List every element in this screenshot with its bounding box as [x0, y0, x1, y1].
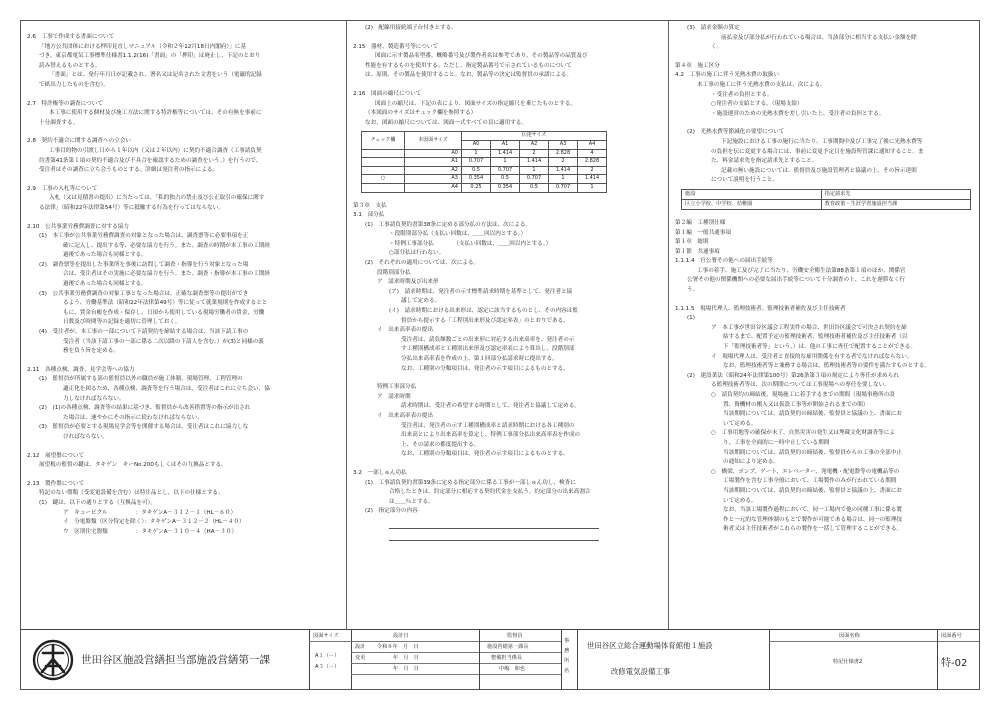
spec-line: ・段階別部分払（支払い回数は、＿＿回以内とする。） — [389, 231, 527, 238]
drawing-size-a3: A３（－） — [315, 664, 340, 670]
spec-line: 出来高とにより出来高率を算定し、特例工事部分払出来高率表を作成の — [401, 432, 581, 439]
spec-line: ・施設運営のための光熱水費を差し引いた上、受注者の負担とする。 — [711, 110, 885, 117]
spec-line: 約書第41条第１項の契約不適合及び不具合を確認するための調査をいう。）を行うので、 — [39, 157, 262, 164]
spec-line: は、原則、その製品を使用すること。なお、製品等の決定は監督員の承諾による。 — [365, 72, 572, 79]
scale-size-cell: A3 — [405, 175, 462, 184]
scale-value-cell: 0.707 — [520, 175, 549, 184]
spec-line: 2.13 製作盤について — [27, 480, 85, 487]
scale-value-cell: 0.5 — [462, 166, 491, 175]
spec-line: (2) 光熱水費等節減化の要望について — [687, 129, 785, 136]
spec-line: 請求時期は、受注者の希望する時期として、発注者と協議して定める。 — [401, 403, 580, 410]
spec-line: 下「監理技術者等」という。）は、他の工事に専任で配置することができる。 — [723, 344, 916, 351]
spec-line: ・特例工事部分払 （支払い回数は、＿＿回以内とする。） — [389, 240, 552, 247]
spec-line: なお、当該工場製作過程において、同一工場内で他の同種工事に係る製 — [723, 507, 902, 514]
spec-line: 2.11 各種点検、調査、見学会等への協力 — [27, 366, 135, 373]
scale-value-cell: 1 — [491, 158, 520, 167]
column-1-lines — [27, 33, 340, 537]
spec-line: 過後であった場合も同様とする。 — [63, 252, 147, 259]
scale-col: A2 — [520, 140, 549, 149]
spec-line: 2.15 器材、製造番号等について — [353, 43, 439, 50]
spec-line: 下記施設における工事の施行に当たり、工事期間中及び工事完了後に光熱水費等 — [721, 138, 923, 145]
spec-line: るよう、労働基準法（昭和22年法律第49号）等に従って就業規則を作成するとと — [63, 300, 268, 307]
spec-line: の負担を伝に変更する場合には、事前に変更予定日を施設所管課に通知すること。ま — [711, 148, 924, 155]
scale-col: A0 — [462, 140, 491, 149]
scale-value-cell: 0.5 — [491, 175, 520, 184]
spec-line: 読み替えるものとする。 — [39, 62, 101, 69]
scale-row — [362, 175, 607, 184]
spec-line: 分払出来高率表を作成の上、第１回部分払請求時に提出する。 — [401, 356, 558, 362]
scale-col: A1 — [491, 140, 520, 149]
spec-line: 日数及び時間等の記録を適切に管理しておく。 — [63, 319, 181, 326]
spec-line: (2) 調査票等を提出した事業所を事後に訪問して調査・指導を行う対象となった場 — [39, 261, 249, 268]
spec-line: 2.12 展望盤について — [27, 452, 85, 459]
scale-row — [362, 166, 607, 175]
spec-line: 2.8 契約不適合に関する調査への立会い — [27, 138, 131, 145]
scale-value-cell: 0.707 — [491, 166, 520, 175]
spec-line: 工事目的物の引渡し日から１年以内（又は２年以内）に契約不適合調査（工事請負契 — [49, 147, 262, 154]
spec-line: (1) — [687, 315, 695, 322]
spec-line: 入札（又は見積書の提出）に当たっては、「私的独占の禁止及び公正取引の確保に関す — [49, 195, 265, 202]
spec-line: (1) 工事請負契約書第39条に定める指定部分に係る工事が一部しゅん功し、検査に — [365, 479, 576, 486]
org-name: 世田谷区施設営繕担当部施設営繕第一課 — [81, 654, 270, 666]
spec-line: 受注者は、発注者の示す工種別構成率と請求時期における各工種別の — [401, 422, 575, 429]
scale-value-cell: 1 — [520, 166, 549, 175]
column-3-lines-top — [675, 24, 975, 186]
spec-line: 結するまで、配置予定の監理技術者、監理技術者補佐及び主任技術者（以 — [723, 334, 908, 341]
spec-line: いて定める。 — [723, 420, 757, 427]
spec-line: 特記のない盤類（受変電設備を含む）は特注品とし、以下の仕様とする。 — [39, 490, 224, 497]
claim-facility: 区立小学校、中学校、幼稚園 — [682, 199, 822, 209]
spec-line: (ア) 請求時期は、発注者の示す標準請求時期を基準として、発注者と協 — [389, 288, 573, 295]
spec-line: 作と一元的な管理体制のもとで製作が可能である場合は、同一の監理技 — [723, 516, 903, 523]
scale-head-check: チェック欄 — [362, 132, 405, 149]
spec-line: 4.2 工事の施工に伴う光熱水費の取扱い — [675, 72, 779, 79]
scale-col: A4 — [578, 140, 607, 149]
spec-line: 図面に示す製品名型番、概略番号及び製作者名は参考であり、その製品等の品質及び — [375, 53, 588, 60]
spec-line: た場合は、速やかにその指示に従わなければならない。 — [63, 414, 203, 421]
spec-line: 前払金及び部分払が行われている場合は、当該部分に相当する支払い金額を除 — [721, 34, 917, 41]
scale-row — [362, 158, 607, 167]
spec-line: 術者又は主任技術者がこれらの製作を一括して管理することができる。 — [723, 526, 903, 533]
spec-line: ・受注者の負担とする。 — [711, 91, 773, 98]
scale-table — [361, 131, 607, 192]
spec-line: 3.1 部分払 — [353, 212, 385, 219]
spec-line: (2) 配線用接続端子台付きとする。 — [365, 25, 457, 31]
scale-value-cell: 2.828 — [549, 149, 578, 158]
drawing-title: 特記仕様書2 — [833, 659, 863, 665]
spec-line: の通知により定める。 — [723, 459, 779, 466]
spec-line: る監理技術者等は、次の期間については工事現場への専任を要しない。 — [711, 382, 890, 389]
spec-line: なお、工種別の分類項目は、発注者の示す項目によるものとする。 — [401, 365, 569, 372]
spec-line: ければならない。 — [63, 433, 108, 440]
column-3-lines-bottom — [675, 219, 975, 535]
spec-line: (2) 指定部分の内容 — [365, 508, 418, 515]
spec-line: イ 現場代理人は、受注者と直接的な雇用関係を有する者でなければならない。 — [711, 353, 913, 360]
spec-line: なお、工種別の分類項目は、発注者の示す項目によるものとする。 — [401, 451, 569, 458]
ward-emblem-icon — [31, 638, 75, 682]
scale-value-cell: 4 — [578, 149, 607, 158]
supervisor-row2: 整備担当係長 — [491, 655, 523, 661]
spec-line: 図面上の縮尺は、下記の表により、図面サイズの指定縮尺を乗じたものとする。 — [375, 100, 576, 107]
spec-line: 2.6 工事で作成する書面について — [27, 34, 115, 40]
spec-line: づき、東京都電気工事標準仕様書1.1.2(16)「書面」の「押印」は廃止し、下記のとおり — [39, 53, 261, 60]
spec-line: いて定める。 — [723, 497, 757, 504]
spec-line: 本工事の施工に伴う光熱水費の支払は、次による。 — [697, 81, 826, 88]
specified-part-blank-2 — [353, 532, 662, 542]
scale-col: A3 — [549, 140, 578, 149]
scale-row — [362, 149, 607, 158]
title-block — [21, 629, 979, 690]
spec-line: る法律」（昭和22年法律第54号）等に抵触する行為を行ってはならない。 — [39, 204, 224, 211]
spec-line: ア キューピクル ：タキゲンA－３１２－１（HL－６０） — [63, 509, 237, 516]
spec-line: ○発注者の支給とする。（現場支給） — [711, 101, 803, 108]
design-row2-label: 変更 — [355, 655, 366, 661]
spec-line: 受注者は、請負額数ごとの出来形に対応する出来高率を、発注者の示 — [401, 336, 575, 343]
spec-line: 過後であった場合も同様とする。 — [63, 281, 147, 288]
spec-line: 記載の無い施設については、監督員及び施設管理者と協議の上、その旨示達則 — [721, 167, 917, 174]
spec-line: 「書面」とは、発行年月日が記載され、署名又は記名された文書をいう（電磁的記録 — [49, 72, 262, 79]
spec-line: イ 出来高率表の提出 — [377, 412, 433, 419]
spec-line: 第１節 共通事項 — [675, 248, 720, 255]
spec-line: (4) 受注者が、本工事の一部について下請契約を締結する場合は、当該下請工事の — [39, 329, 249, 336]
spec-line: く。 — [711, 44, 723, 51]
specified-part-blank-1 — [353, 519, 662, 529]
spec-line: 確に記入し、提出する等、必要な協力を行う。また、調査の時期が本工事の工期経 — [63, 242, 270, 249]
spec-line: 力しなければならない。 — [63, 395, 125, 402]
supervisor-row1: 施設営繕第一課長 — [487, 644, 529, 650]
design-row3-date: 年 月 日 — [393, 666, 419, 672]
spec-line: 督員から提示する「工程別出来形及び認定率表」のとおりである。 — [401, 317, 569, 324]
scale-value-cell: 1 — [462, 149, 491, 158]
spec-line: た、料金請求先を指定請求先とすること。 — [711, 158, 818, 165]
spec-line: で紙出力したものを含む）。 — [39, 81, 109, 88]
spec-line: (1) 鍵は、以下の通りとする（互換品を可）。 — [39, 499, 156, 506]
spec-line: ア 請求時期 — [377, 393, 411, 400]
spec-line: 置、資機材の搬入又は仮設工事等が開始されるまでの間） — [723, 401, 869, 408]
spec-line: 第３章 支払 — [353, 202, 387, 209]
scale-value-cell: 1.414 — [578, 175, 607, 184]
supervisor-row3: 中嶋 和也 — [499, 666, 525, 672]
spec-column-1 — [21, 21, 347, 629]
spec-line: 合格したときは、約定部分に相応する契約代金を支払う。約定部分の出来高割合 — [389, 489, 591, 496]
scale-value-cell: 1 — [549, 175, 578, 184]
spec-line: 性能を有するものを使用する。ただし、指定製品番号で示されているものについて — [365, 62, 572, 69]
scale-value-cell: 1.414 — [549, 166, 578, 175]
spec-line: 合は、受注者はその実施に必要な協力を行う。また、調査・指導が本工事の工期経 — [63, 271, 270, 278]
spec-line: ア 請求時期及び出来形 — [377, 279, 439, 286]
spec-line: 当該期間については、請負契約の締結後、監督員と協議の上、書面にお — [723, 411, 902, 418]
column-2-lines-top — [353, 24, 662, 128]
scale-size-cell: A1 — [405, 158, 462, 167]
spec-line: 2.7 特許権等の調査について — [27, 100, 103, 107]
spec-line: (1) 監督員が所属する部の監督員以外の職員が施工体制、現場管理、工程管理の — [39, 376, 243, 383]
spec-line: ○ 工事用地等の確保が未了、自然災害の発生又は埋蔵文化財調査等によ — [711, 430, 895, 437]
spec-line: 議して定める。 — [401, 298, 441, 305]
spec-line: 第４章 施工区分 — [675, 62, 720, 69]
spec-line: (3) 請求金額の算定 — [687, 25, 740, 31]
design-row1-date: 令和８年 月 日 — [377, 644, 419, 650]
spec-line: 上、その請求の都度提出する。 — [401, 441, 480, 448]
spec-line: ○ 請負契約の締結後、現場施工に着手するまでの期間（現場事務所の設 — [711, 392, 895, 398]
scale-value-cell: 0.707 — [549, 183, 578, 192]
spec-line: 本工事に使用する個材及び施工方法に関する特許権等については、その有無を事前に — [49, 110, 262, 117]
scale-value-cell: 1 — [578, 183, 607, 192]
spec-line: (2) 建設業法（昭和24年法律第100号）第26条第３項の規定により専任が求められ — [687, 372, 899, 379]
spec-line: 当該期間については、請負契約の締結後、監督員と協議の上、書面にお — [723, 487, 902, 494]
spec-column-2 — [347, 21, 669, 629]
office-label: 事務所名 — [564, 638, 570, 674]
drawing-title-label: 図面名称 — [839, 633, 860, 639]
spec-line: 当該期間については、請負契約の締結後、監督員からの工事の全部中止 — [723, 449, 902, 456]
spec-line: り、工事を全面的に一時中止している期間 — [723, 439, 830, 446]
scale-check-cell — [362, 149, 405, 158]
design-row1-label: 設計 — [355, 644, 366, 650]
spec-line: (2) (1)の各種点検、調査等の結果に基づき、監督員から改善措置等の指示が出され — [39, 405, 251, 412]
scale-size-cell: A2 — [405, 166, 462, 175]
spec-line: (イ) 請求時期における出来形は、認定に該当するものとし、その内容は監 — [389, 308, 578, 315]
spec-line: す工種別構成率と工種別出来形及び認定率表により算出し、段階別部 — [401, 346, 575, 353]
spec-line: 展望板の監督の鍵は、タキゲン キーNo.200もしくはその互換品とする。 — [39, 462, 227, 469]
spec-line: 「地方公共団体における押印見直しマニュアル（令和２年12月18日内閣府）」に基 — [39, 43, 246, 50]
project-name: 世田谷区立総合運動場体育館他１施設 — [587, 641, 713, 650]
spec-line: は＿＿％とする。 — [389, 498, 434, 505]
scale-value-cell: 2.828 — [578, 158, 607, 167]
spec-line: 受注者（当該下請工事の一部に係る二次以降の下請人を含む。）が(3)と同様の義 — [63, 338, 264, 345]
spec-line: (3) 公共事業労務費調査の対象工事となった場合は、正確な調査票等の提出ができ — [39, 290, 249, 297]
scale-size-cell: A4 — [405, 183, 462, 192]
spec-line: 十分調査する。 — [39, 119, 79, 126]
spec-line: 工事の着手、施工及び完了に当たり、労働安全衛生法第88条第１項のほか、関係官 — [697, 267, 906, 274]
drawing-size-label: 図面サイズ — [313, 633, 339, 639]
spec-line: 2.10 公共事業労務費調査に対する協力 — [27, 223, 129, 230]
spec-line: ア 本工事が世田谷区議会工程実件の場合、世田谷区議会で可決され契約を締 — [711, 324, 907, 331]
spec-line: 受注者はその調査に立ち会うものとする。詳細は発注者の指示による。 — [39, 167, 219, 174]
spec-line: (2) それぞれの適用については、次による。 — [365, 260, 480, 267]
spec-column-3 — [669, 21, 981, 629]
scale-check-cell — [362, 166, 405, 175]
spec-line: 務を負う旨を定める。 — [63, 348, 119, 355]
scale-check-cell: ○ — [362, 175, 405, 184]
spec-line: について説明を行うこと。 — [711, 177, 779, 184]
scale-value-cell: 0.25 — [462, 183, 491, 192]
spec-line: 段階別部分払 — [377, 269, 411, 276]
drawing-size-a1: A１（－） — [315, 653, 340, 659]
scale-row — [362, 183, 607, 192]
scale-check-cell — [362, 183, 405, 192]
scale-value-cell: 2 — [578, 166, 607, 175]
scale-value-cell: 0.354 — [491, 183, 520, 192]
spec-line: なお、監理技術者等と兼務する場合は、監理技術者等の要件を満たすものとする。 — [723, 363, 930, 370]
spec-line: 第１章 総則 — [675, 239, 709, 246]
scale-value-cell: 0.707 — [462, 158, 491, 167]
spec-line: 適正化を図るため、各種点検、調査等を行う場合は、受注者はこれに立ち会い、協 — [63, 386, 270, 392]
spec-line: ウ 区別住宅盤類 ：タキゲンA－３１０－４（HA－３０） — [63, 528, 237, 535]
spec-line: イ 分電盤類（区分特定を除く）：タキゲンA－３１２－２（HL－４０） — [63, 519, 245, 526]
spec-line: イ 出来高率表の提出 — [377, 327, 433, 334]
scale-value-cell: 2 — [549, 158, 578, 167]
spec-line: 1.1.1.4 官公署その他への届出手続等 — [675, 258, 773, 265]
drawing-number-label: 図面番号 — [941, 633, 962, 639]
scale-value-cell: 0.5 — [520, 183, 549, 192]
scale-size-cell: A0 — [405, 149, 462, 158]
spec-line: (3) 監督員が必要とする現場見学会等を開催する場合は、受注者はこれに協力しな — [39, 424, 249, 431]
spec-line: なお、図面の縮尺については、図面一式すべての頁に適用する。 — [365, 119, 527, 126]
spec-line: 1.1.1.5 現場代理人、監理技術者、監理技術者補佐及び主任技術者 — [675, 305, 846, 312]
spec-line: 工場製作を含む工事全般において、工場製作のみが行われている期間 — [723, 478, 897, 485]
design-row2-date: 年 月 日 — [393, 655, 419, 661]
spec-line: (1) 本工事が公共事業労務費調査の対象となった場合は、調査票等に必要事項を正 — [39, 233, 249, 240]
claim-head-facility: 施設 — [682, 189, 822, 199]
spec-line: 2.9 工事の入札等について — [27, 185, 98, 192]
spec-line: ○部分払は行わない。 — [389, 250, 445, 257]
claim-head-payee: 指定請求先 — [821, 189, 970, 199]
spec-line: ○ 橋梁、ポンプ、ゲート、エレベーター、発電機・配電盤等の電機品等の — [711, 468, 900, 475]
spec-line: 特例工事部分払 — [377, 384, 417, 391]
spec-line: もに、賃金台帳を作成・保存し、日頃から使用している現場労働者の賃金、労働 — [63, 309, 265, 316]
scale-value-cell: 1.414 — [491, 149, 520, 158]
drawing-number: 特-02 — [941, 658, 968, 669]
work-name: 改修電気設備工事 — [611, 667, 671, 676]
scale-value-cell: 1.414 — [520, 158, 549, 167]
spec-line: う。 — [687, 287, 699, 294]
spec-line: (1) 工事請負契約書第38条に定める部分払の方法は、次による。 — [365, 221, 532, 228]
spec-line: 公署その他の関係機関への必要な届出手続等について十分調査の上、これを遅滞なく行 — [687, 277, 906, 284]
claim-table — [681, 189, 971, 210]
claim-payee: 教育政策・生涯学習施設担当課 — [821, 199, 970, 209]
spec-line: 3.2 一部しゅん功払 — [353, 469, 407, 476]
supervisor-label: 監督員 — [507, 633, 523, 639]
design-date-label: 設計日 — [393, 633, 409, 639]
scale-head-size: 本図面サイズ — [405, 132, 462, 149]
scale-head-group: 伝達サイズ — [462, 132, 607, 141]
spec-line: 2.16 図面の縮尺について — [353, 90, 422, 97]
scale-value-cell: 0.354 — [462, 175, 491, 184]
drawing-sheet — [20, 20, 980, 690]
column-2-lines-bottom — [353, 202, 662, 517]
scale-check-cell — [362, 158, 405, 167]
spec-line: （本図面のサイズはチェック欄を参照する） — [365, 110, 477, 117]
spec-line: 第２編 工種別仕様 — [675, 219, 726, 226]
scale-value-cell: 2 — [520, 149, 549, 158]
spec-line: 第１編 一般共通事項 — [675, 229, 731, 236]
